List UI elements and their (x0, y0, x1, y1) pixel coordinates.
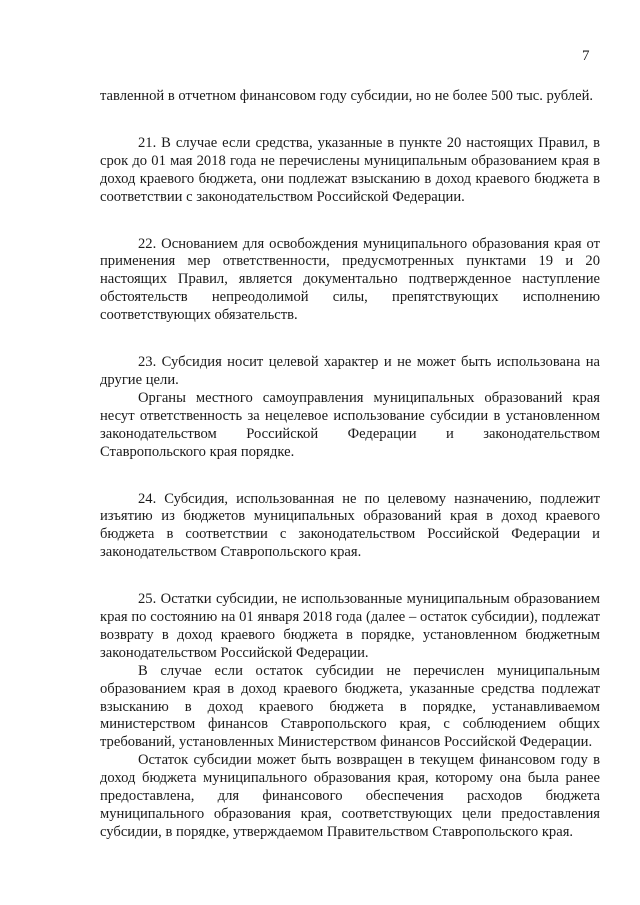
paragraph-p20-cont: тавленной в отчетном финансовом году субсидии, но не более 500 тыс. рублей. (100, 88, 594, 104)
paragraph-gap (100, 106, 600, 135)
paragraph-gap (100, 562, 600, 591)
body-text (100, 88, 600, 842)
paragraph-p25: 25. Остатки субсидии, не использованные муниципальным образованием края по состоянию на 01 января 2018 года (далее – остаток субсидии), подлежат возврату в доход краевого бюджета в порядке, установленном бюджетным законодательством Российской Федерации. (100, 591, 600, 661)
paragraph-gap (100, 207, 600, 236)
page-number: 7 (582, 48, 590, 64)
paragraph-p25c: Остаток субсидии может быть возвращен в текущем финансовом году в доход бюджета муниципального образования края, которому она была ранее предоставлена, для финансового обеспечения расходов бюджета муниципального образования края, соответствующих цели предоставления субсидии, в порядке, утверждаемом Правительством Ставропольского края. (100, 752, 600, 840)
paragraph-p22: 22. Основанием для освобождения муниципального образования края от применения мер ответственности, предусмотренных пунктами 19 и 20 настоящих Правил, является документально подтвержденное наступление обстоятельств непреодолимой силы, препятствующих исполнению соответствующих обязательств. (100, 235, 600, 324)
paragraph-p23: 23. Субсидия носит целевой характер и не может быть использована на другие цели. (100, 354, 600, 388)
paragraph-gap (100, 325, 600, 354)
paragraph-p24: 24. Субсидия, использованная не по целевому назначению, подлежит изъятию из бюджетов муниципальных образований края в доход краевого бюджета в соответствии с законодательством Российской Федерации и законодательством Ставропольского края. (100, 490, 600, 561)
paragraph-gap (100, 462, 600, 491)
paragraph-p23b: Органы местного самоуправления муниципальных образований края несут ответственность за нецелевое использование субсидии в установленном законодательством Российской Федерации и законодательством Ставропольского края порядке. (100, 389, 600, 460)
paragraph-p25b: В случае если остаток субсидии не перечислен муниципальным образованием края в доход краевого бюджета, указанные средства подлежат взысканию в доход краевого бюджета в порядке, устанавливаемом министерством финансов Ставропольского края, с соблюдением общих требований, установленных Министерством финансов Российской Федерации. (100, 662, 600, 751)
paragraph-p21: 21. В случае если средства, указанные в пункте 20 настоящих Правил, в срок до 01 мая 2018 года не перечислены муниципальным образованием края в доход краевого бюджета, они подлежат взысканию в доход краевого бюджета в соответствии с законодательством Российской Федерации. (100, 134, 600, 205)
